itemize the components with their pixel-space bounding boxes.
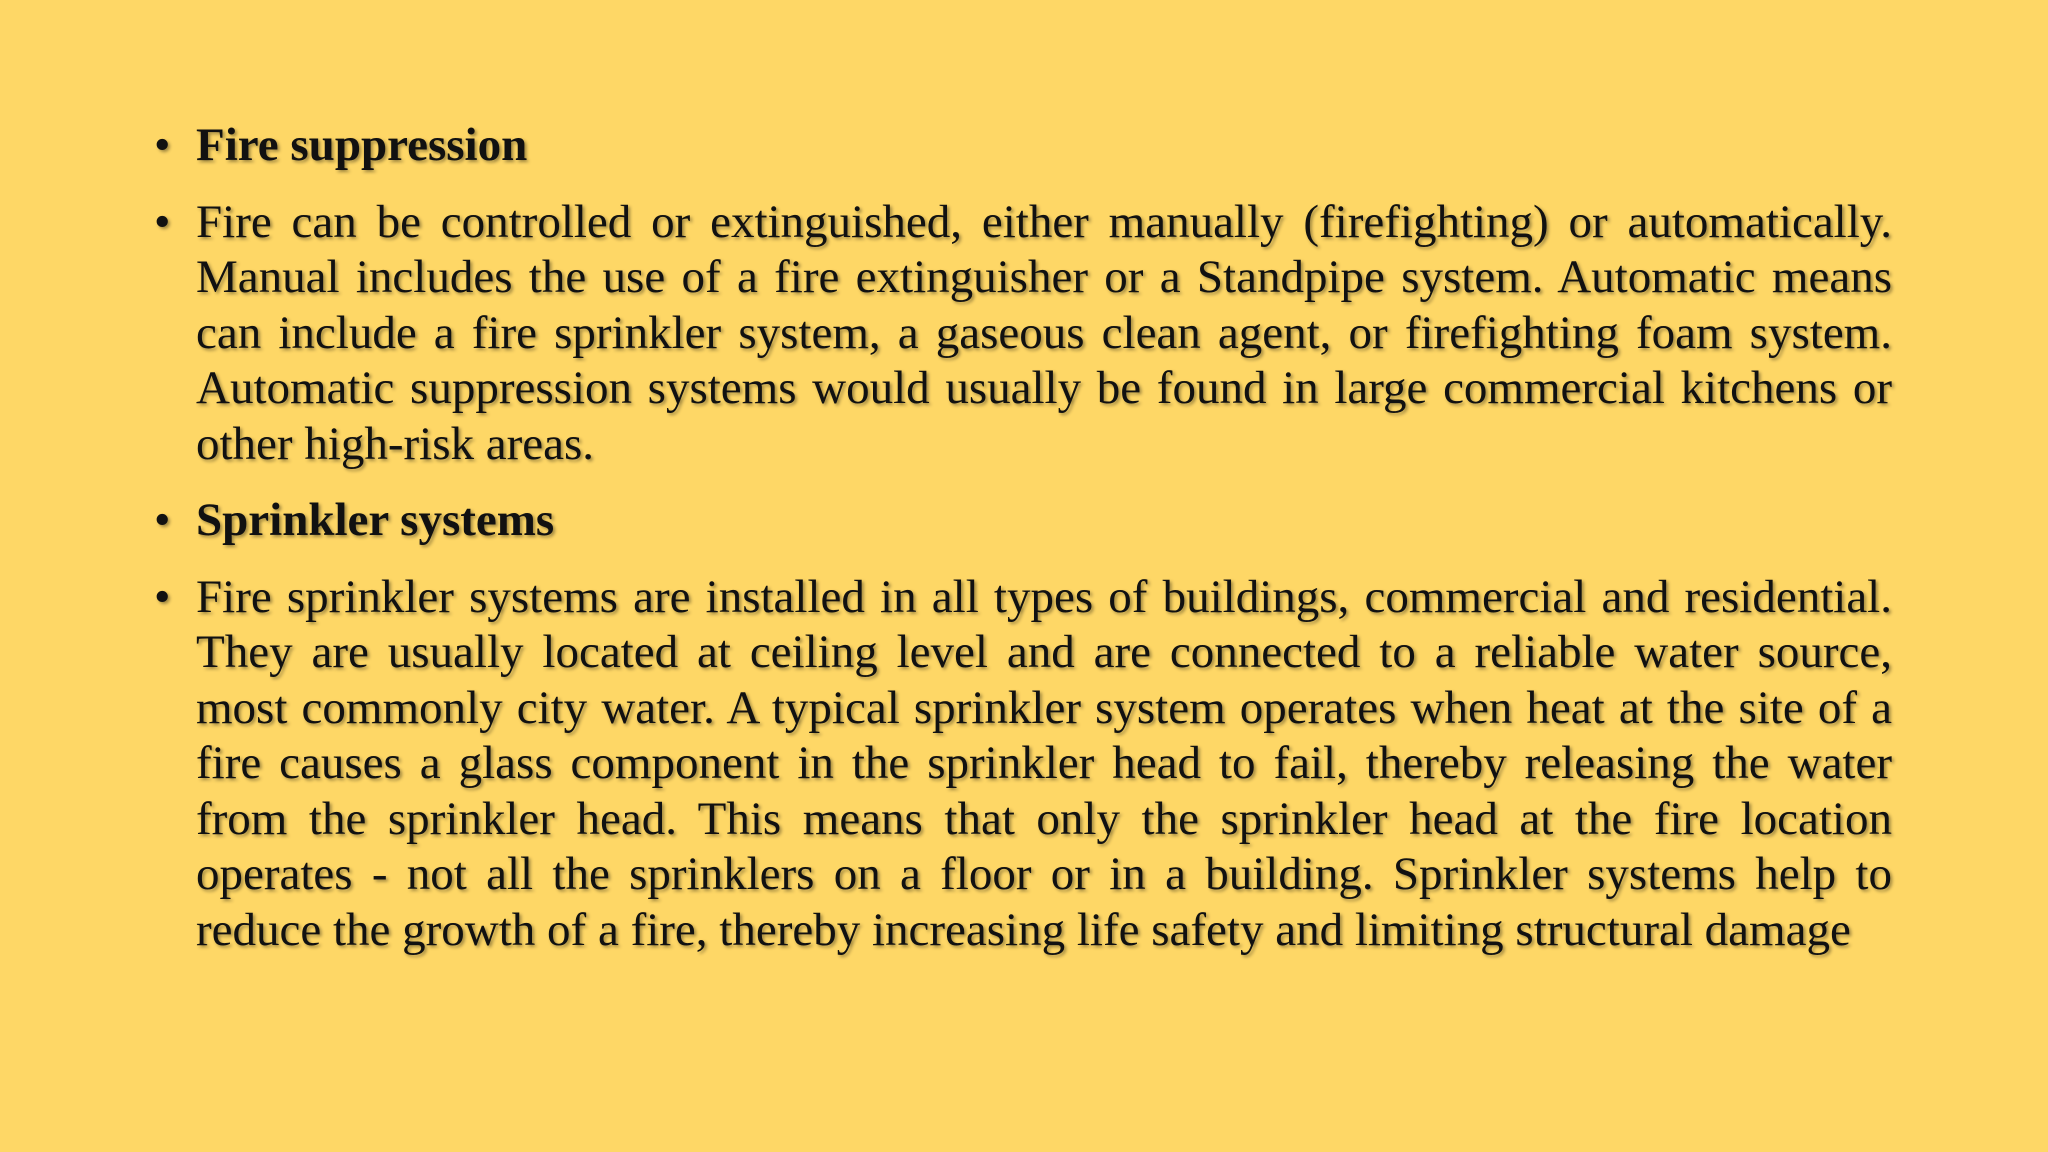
paragraph-sprinkler-systems: Fire sprinkler systems are installed in all types of buildings, commercial and residential. They are usually located at ceiling level and are connected to a reliable water source, most commonly city water. A typical sprinkler system operates when heat at the site of a fire causes a glass component in the sprinkler head to fail, thereby releasing the water from the sprinkler head. This means that only the sprinkler head at the fire location operates - not all the sprinklers on a floor or in a building. Sprinkler systems help to reduce the growth of a fire, thereby increasing life safety and limiting structural damage bbox=[196, 570, 1892, 956]
bullet-icon: • bbox=[154, 494, 171, 546]
bullet-item-fire-suppression-heading bbox=[152, 118, 1892, 174]
heading-fire-suppression: Fire suppression bbox=[196, 119, 528, 171]
bullet-icon: • bbox=[154, 119, 171, 171]
bullet-icon: • bbox=[154, 570, 171, 623]
bullet-item-fire-suppression-text bbox=[152, 195, 1892, 473]
bullet-list bbox=[152, 118, 1892, 979]
bullet-item-sprinkler-systems-text bbox=[152, 570, 1892, 959]
paragraph-fire-suppression: Fire can be controlled or extinguished, either manually (firefighting) or automatically. Manual includes the use of a fire extinguisher or a Standpipe system. Automatic means can include a fire sprinkler system, a gaseous clean agent, or firefighting foam system. Automatic suppression systems would usually be found in large commercial kitchens or other high-risk areas. bbox=[196, 195, 1892, 470]
bullet-item-sprinkler-systems-heading bbox=[152, 493, 1892, 549]
bullet-icon: • bbox=[154, 195, 171, 248]
heading-sprinkler-systems: Sprinkler systems bbox=[196, 494, 555, 546]
